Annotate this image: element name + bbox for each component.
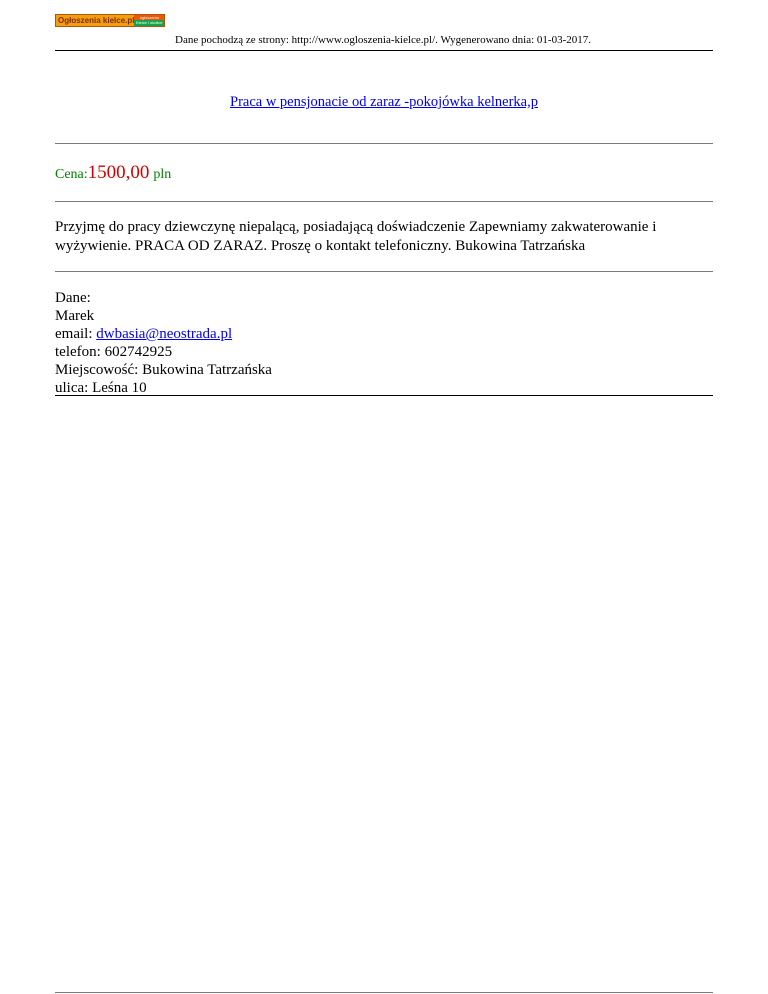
contact-details <box>55 289 272 397</box>
logo-side-bottom: Kielce i okolice <box>136 20 163 25</box>
header-divider <box>55 50 713 51</box>
price-value: 1500,00 <box>87 162 150 183</box>
listing-title <box>0 94 768 111</box>
price-currency: pln <box>153 167 172 182</box>
street-value: Leśna 10 <box>92 380 147 396</box>
street-label: ulica: <box>55 380 89 396</box>
contact-city-row <box>55 361 272 379</box>
listing-description: Przyjmę do pracy dziewczynę niepalącą, posiadającą doświadczenie Zapewniamy zakwaterowanie i wyżywienie. PRACA OD ZARAZ. Proszę o kontakt telefoniczny. Bukowina Tatrzańska <box>55 219 657 254</box>
contact-divider <box>55 395 713 396</box>
email-link[interactable]: dwbasia@neostrada.pl <box>96 326 233 342</box>
page-bottom-divider <box>55 992 713 993</box>
listing-title-link[interactable]: Praca w pensjonacie od zaraz -pokojówka kelnerka,p <box>230 94 538 110</box>
price-label: Cena: <box>55 167 88 182</box>
logo-side-top: ogłoszenia <box>134 15 164 20</box>
phone-label: telefon: <box>55 344 101 360</box>
contact-email-row <box>55 325 272 343</box>
logo-side-panel <box>134 15 164 26</box>
logo-text: Ogłoszenia kielce.pl <box>58 16 135 25</box>
description-divider <box>55 271 713 272</box>
phone-value: 602742925 <box>104 344 173 360</box>
source-note: Dane pochodzą ze strony: http://www.ogloszenia-kielce.pl/. Wygenerowano dnia: 01-03-2017. <box>175 34 591 46</box>
email-label: email: <box>55 326 93 342</box>
price-row <box>55 162 171 184</box>
price-divider <box>55 201 713 202</box>
contact-name: Marek <box>55 308 95 324</box>
title-divider <box>55 143 713 144</box>
site-logo <box>55 14 165 27</box>
contact-phone-row <box>55 343 272 361</box>
city-value: Bukowina Tatrzańska <box>142 362 272 378</box>
contact-heading: Dane: <box>55 290 91 306</box>
city-label: Miejscowość: <box>55 362 139 378</box>
